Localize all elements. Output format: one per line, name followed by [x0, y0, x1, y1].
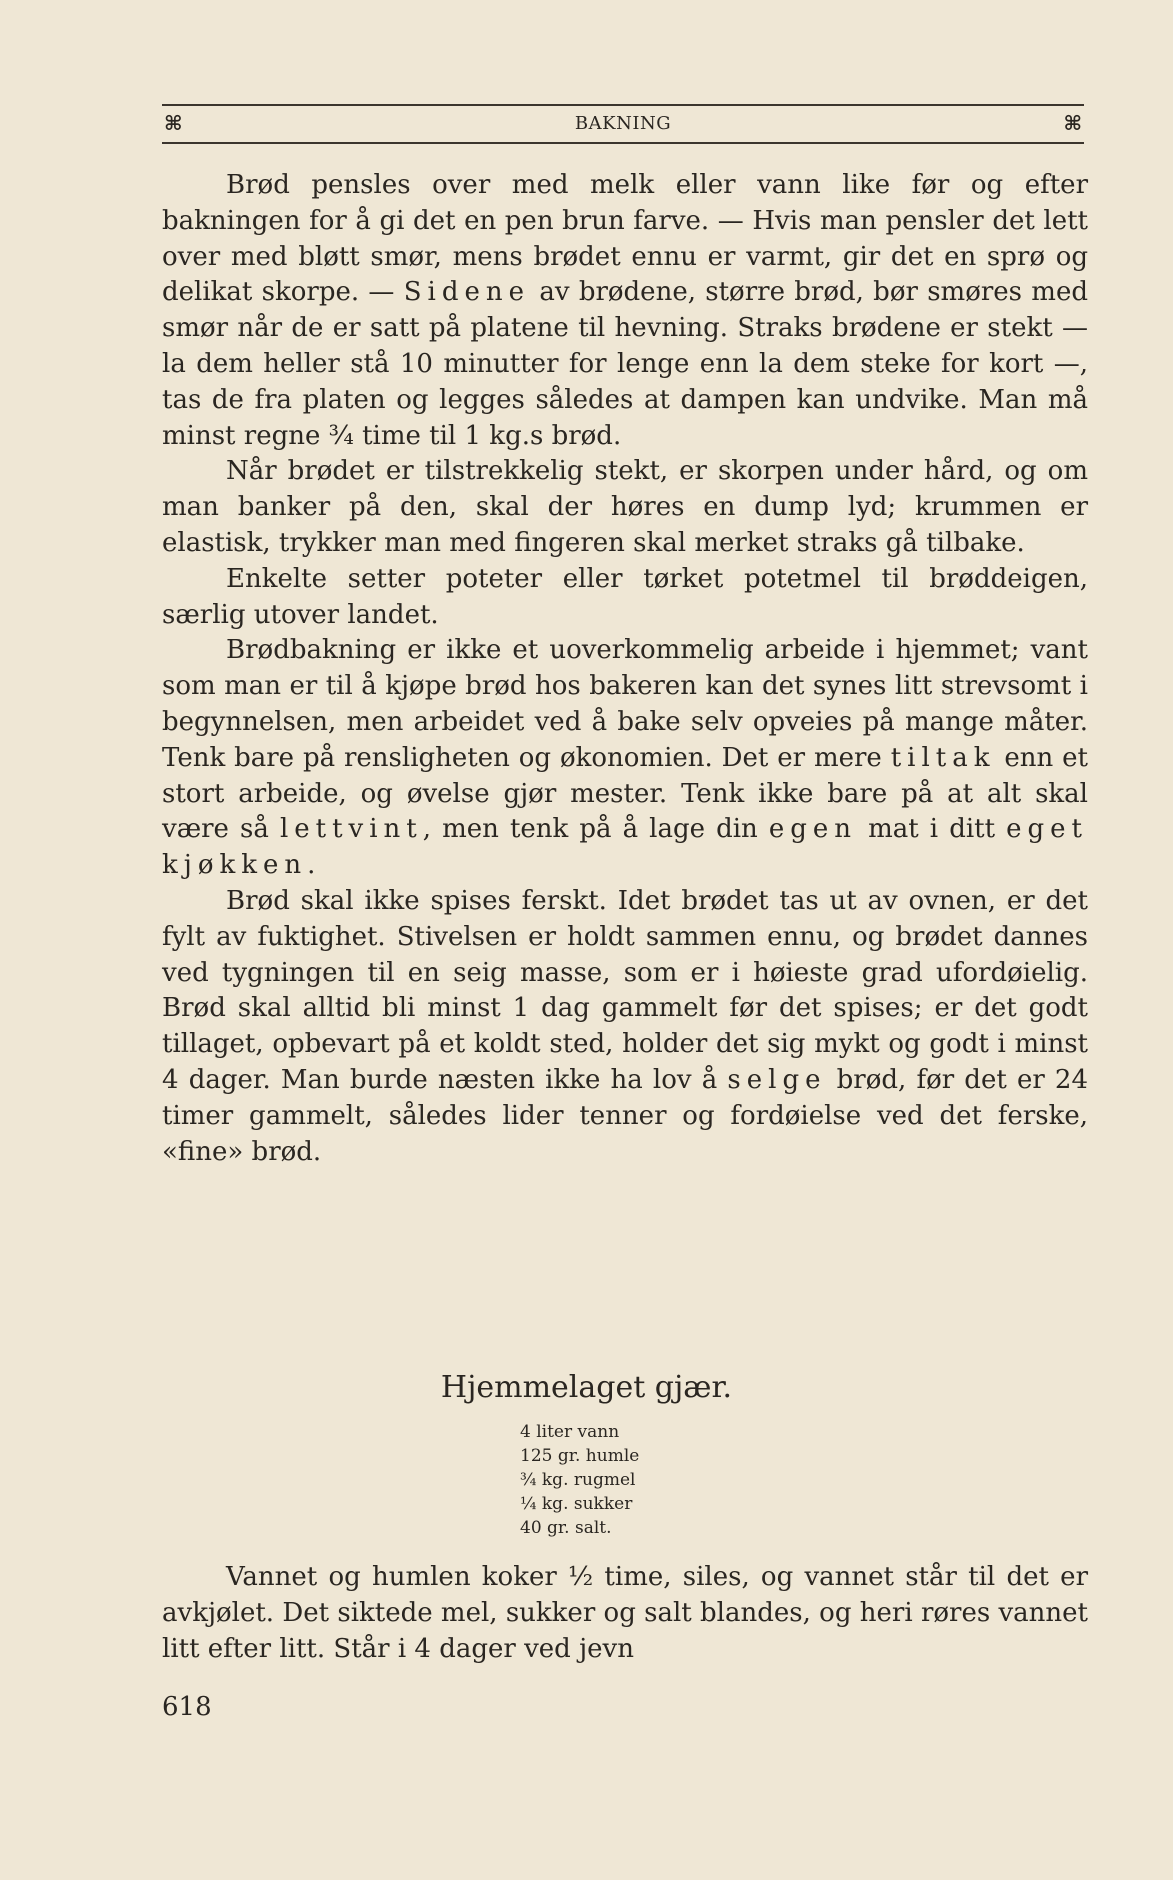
- body-paragraph: [162, 884, 1088, 1170]
- text-segment: enn et stort arbeide, og øvelse gjør mester. Tenk ikke bare på at alt skal være så: [162, 742, 1088, 845]
- running-header: [162, 104, 1084, 144]
- recipe-instructions: [162, 1560, 1088, 1667]
- emphasized-text: selge: [727, 1064, 827, 1095]
- emphasized-text: tiltak: [890, 742, 996, 773]
- emphasized-text: egen: [768, 814, 858, 845]
- ingredient-list: [520, 1420, 639, 1540]
- text-segment: brød, før det er 24 timer gammelt, således lider tenner og fordøielse ved det ferske, «fine» brød.: [162, 1064, 1089, 1167]
- ingredient-item: 4 liter vann: [520, 1422, 620, 1442]
- ingredient-item: 125 gr. humle: [520, 1446, 640, 1466]
- text-segment: , men tenk på å lage din: [422, 814, 769, 845]
- text-segment: Brød skal ikke spises ferskt. Idet brødet tas ut av ovnen, er det fylt av fuktighet. Stivelsen er holdt sammen ennu, og brødet dannes ved tygningen til en seig masse, som er i høieste grad ufordøielig. Brød skal alltid bli minst 1 dag gammelt før det spises; er det godt tillaget, opbevart på et koldt sted, holder det sig mykt og godt i minst 4 dager. Man burde næsten ikke ha lov å: [162, 885, 1088, 1095]
- body-paragraph: [162, 562, 1088, 634]
- body-paragraph: [162, 168, 1088, 454]
- text-segment: Brød pensles over med melk eller vann like før og efter bakningen for å gi det en pen brun farve. — Hvis man pensler det lett over med bløtt smør, mens brødet ennu er varmt, gir det en sprø og delikat skorpe. —: [162, 170, 1088, 308]
- text-segment: Brødbakning er ikke et uoverkommelig arbeide i hjemmet; vant som man er til å kjøpe brød hos bakeren kan det synes litt strevsomt i begynnelsen, men arbeidet ved å bake selv opveies på mange måter. Tenk bare på rensligheten og økonomien. Det er mere: [162, 635, 1088, 773]
- text-segment: av brødene, større brød, bør smøres med smør når de er satt på platene til hevning. Straks brødene er stekt — la dem heller stå 10 minutter for lenge enn la dem steke for kort —, tas de fra platen og legges således at dampen kan undvike. Man må minst regne ¾ time til 1 kg.s brød.: [162, 277, 1088, 451]
- main-text: [162, 168, 1088, 1170]
- ingredient-item: ¾ kg. rugmel: [520, 1470, 636, 1490]
- header-ornament-right-icon: ⌘: [1063, 111, 1082, 135]
- recipe-title: Hjemmelaget gjær.: [440, 1370, 733, 1405]
- emphasized-text: Sidene: [403, 277, 531, 308]
- body-paragraph: [162, 633, 1088, 884]
- text-segment: .: [307, 850, 316, 881]
- emphasized-text: lettvint: [279, 814, 423, 845]
- recipe-instructions-paragraph: Vannet og humlen koker ½ time, siles, og vannet står til det er avkjølet. Det siktede mel, sukker og salt blandes, og heri røres vannet litt efter litt. Står i 4 dager ved jevn: [162, 1562, 1088, 1664]
- body-paragraph: [162, 454, 1088, 561]
- emphasized-text: eget kjøkken: [162, 814, 1089, 881]
- text-segment: Enkelte setter poteter eller tørket potetmel til brøddeigen, særlig utover landet.: [162, 563, 1088, 630]
- header-ornament-left-icon: ⌘: [164, 111, 183, 135]
- header-title: BAKNING: [574, 113, 672, 134]
- text-segment: mat i ditt: [857, 814, 1007, 845]
- ingredient-item: ¼ kg. sukker: [520, 1494, 633, 1514]
- page-number: 618: [162, 1692, 212, 1722]
- ingredient-item: 40 gr. salt.: [520, 1518, 612, 1538]
- text-segment: Når brødet er tilstrekkelig stekt, er skorpen under hård, og om man banker på den, skal der høres en dump lyd; krummen er elastisk, trykker man med fingeren skal merket straks gå tilbake.: [162, 456, 1088, 558]
